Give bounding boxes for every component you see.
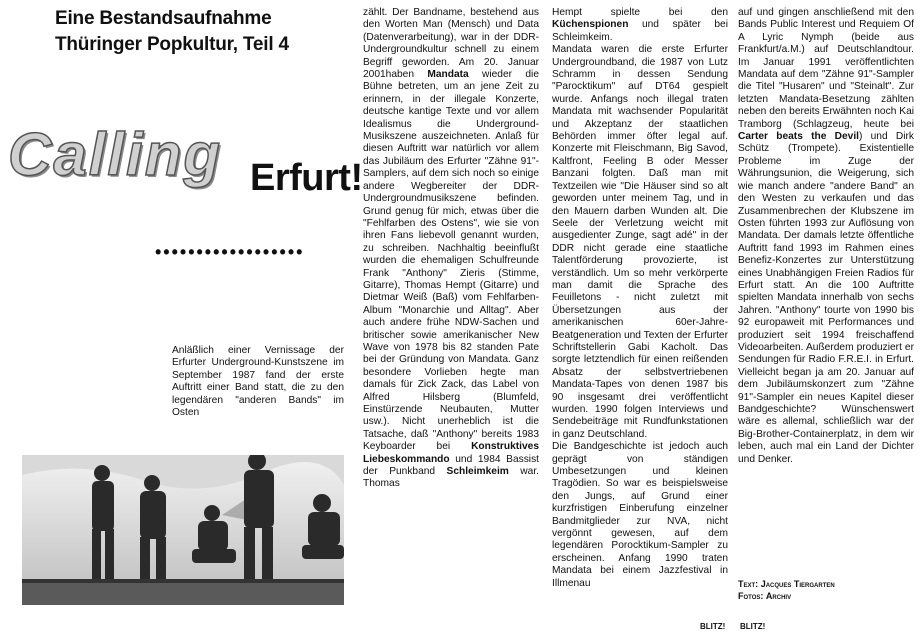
band-name-carter: Carter beats the Devil bbox=[738, 131, 859, 143]
credit-text-label: Text: bbox=[738, 579, 759, 589]
col2-text-a: zählt. Der Bandname, bestehend aus den Worten Man (Mensch) und Data (Datenverarbeitung), war in der DDR-Undergroundkultur schnell zu einem Begriff geworden. Am 20. Januar 2001haben bbox=[363, 7, 539, 81]
kicker-line-2: Thüringer Popkultur, Teil 4 bbox=[55, 34, 289, 55]
kicker-line-1: Eine Bestandsaufnahme bbox=[55, 8, 272, 29]
credit-photo-label: Fotos: bbox=[738, 591, 764, 601]
headline-calling: Calling bbox=[8, 121, 223, 188]
band-name-kuechenspionen: Küchenspionen bbox=[552, 19, 629, 31]
column-3 bbox=[552, 7, 728, 590]
intro-paragraph bbox=[172, 345, 344, 419]
band-photo-illustration bbox=[22, 455, 344, 605]
col4-text-b: ) und Dirk Schütz (Trompete). Existentielle Probleme im Zuge der Währungsunion, die Weigerung, sich wie manch andere "andere Band" an den Westen zu verkaufen und das Zusammenbrechen der Klubszene im Osten führten 1993 zur Auflösung von Mandata. Der damals letzte öffentliche Auftritt fand 1993 im Rahmen eines Benefiz-Konzertes zur Unterstützung eines Unabhängigen Freien Radios für Erfurt statt. An die 100 Auftritte spielten Mandata innerhalb von sechs Jahren. "Anthony" tourte von 1990 bis 92 europaweit mit Performances und produziert seit 1994 freischaffend Videoarbeiten. Außerdem produziert er Sendungen für Radio F.R.E.I. in Erfurt. Vielleicht began ja am 20. Januar auf dem Jubiläumskonzert zum "Zähne 91"-Sampler ein neues Kapitel dieser Bandgeschichte? Wünschenswert wäre es allemal, schließlich war der Big-Brother-Containerplatz, in dem wir leben, auch mal ein Land der Dichter und Denker. bbox=[738, 131, 914, 465]
footer-blitz-right: BLITZ! bbox=[740, 622, 766, 631]
col3-text-a: Hempt spielte bei den bbox=[552, 7, 728, 18]
column-3-paragraph-1 bbox=[552, 7, 728, 44]
band-name-schleimkeim: Schleimkeim bbox=[446, 466, 509, 478]
column-2 bbox=[363, 7, 539, 491]
col2-text-c: und 1984 Bassist der Punkband bbox=[363, 453, 539, 478]
column-3-paragraph-3: Die Bandgeschichte ist jedoch auch geprägt von ständigen Umbesetzungen und kleinen Tragödien. So war es beispielsweise den Jungs, auf Grund einer kurzfristigen Einberufung einzelner Bandmitglieder zur NVA, nicht vergönnt gewesen, auf dem legendären Porocktikum-Sampler zu erscheinen. Anfang 1990 traten Mandata bei einem Jazzfestival in Illmenau bbox=[552, 441, 728, 589]
band-name-konstruktives: Konstruktives Liebeskommando bbox=[363, 441, 539, 465]
footer-blitz-left: BLITZ! bbox=[700, 622, 726, 631]
col2-text-d: war. Thomas bbox=[363, 466, 539, 490]
headline-erfurt: Erfurt! bbox=[250, 157, 363, 199]
col3-text-b: und später bei Schleimkeim. bbox=[552, 19, 728, 43]
col4-text-a: auf und gingen anschließend mit den Bands Public Interest und Requiem Of A Lyric Nymph (beide aus Frankfurt/a.M.) auf Deutschlandtour. Im Januar 1991 veröffentlichten Mandata auf dem "Zähne 91"-Sampler die Titel "Husaren" und "Steinalt". Zur letzten Mandata-Besetzung zählten neben den bereits Erwähnten noch Kai Tramborg (Schlagzeug, heute bei bbox=[738, 7, 914, 130]
column-4-paragraph bbox=[738, 7, 914, 466]
article-credits bbox=[738, 578, 835, 602]
band-name-mandata: Mandata bbox=[427, 69, 469, 81]
column-4 bbox=[738, 7, 914, 466]
credit-text-name: Jacques Tiergarten bbox=[760, 579, 835, 589]
credit-photo-name: Archiv bbox=[765, 591, 792, 601]
dotted-divider: •••••••••••••••••• bbox=[155, 242, 305, 262]
article-kicker bbox=[55, 6, 289, 58]
band-photo bbox=[22, 455, 344, 605]
intro-text: Anläßlich einer Vernissage der Erfurter Underground-Kunstszene im September 1987 fand der erste Auftritt einer Band statt, die zu den legendären "anderen Bands" im Osten bbox=[172, 345, 344, 419]
col2-text-b: wieder die Bühne betreten, um an jene Zeit zu erinnern, in der illegale Konzerte, deutsche kantige Texte und vor allem Idealismus die Underground-Musikszene auszeichneten. Anlaß für diesen Auftritt war natürlich vor allem das Jubiläum des Erfurter "Zähne 91"-Samplers, auf dem sich noch so einige andere Wegbereiter der DDR-Undergroundmusikszene befinden. Grund genug für mich, etwas über die "Fehlfarben des Ostens", wie sie von ihren Fans liebevoll genannt wurden, zu schreiben. Nachhaltig beeinflußt wurden die ehemaligen Schulfreunde Frank "Anthony" Zieris (Stimme, Gitarre), Thomas Hempt (Gitarre) und Dietmar Weiß (Baß) vom Fehlfarben-Album "Monarchie und Alltag". Aber auch andere frühe NDW-Sachen und britischer sowie amerikanischer New Wave von 1978 bis 82 standen Pate bei der Gründung von Mandata. Ganz besondere Vorlieben hegte man damals für Zick Zack, das Label von Alfred Hilsberg (Blumfeld, Einstürzende Neubauten, Mutter usw.). Nicht unerheblich ist die Tatsache, daß "Anthony" bereits 1983 Keyboarder bei bbox=[363, 69, 539, 453]
credit-photo bbox=[738, 590, 835, 602]
column-3-paragraph-2: Mandata waren die erste Erfurter Undergroundband, die 1987 von Lutz Schramm in dessen Sendung "Parocktikum" auf DT64 gespielt wurde. Anfangs noch illegal traten Mandata mit wachsender Popularität und Akzeptanz der staatlichen Behörden immer öfter legal auf. Konzerte mit Fleischmann, Big Savod, Kaltfront, Feeling B oder Messer Banzani folgten. Daß man mit Textzeilen wie "Die Häuser sind so alt geworden unter meinem Tag, und in den Mauern darben Wunden alt. Die Seele der Verletzung weicht mit ausgedienter Zunge, sagt adé" in der DDR nicht gerade eine staatliche Talentförderung provozierte, ist verständlich. Um so mehr verkörperte man damit die Sprache des Feuilletons - nicht zuletzt mit Übersetzungen aus der amerikanischen 60er-Jahre-Beatgeneration und Texten der Erfurter Schriftstellerin Gabi Kacholt. Das sorgte letztendlich für einen reißenden Absatz der selbstvertriebenen Mandata-Tapes von denen 1987 bis 90 insgesamt drei veröffentlicht wurden. 1990 folgen Interviews und Sendebeiträge mit Rundfunkstationen in ganz Deutschland. bbox=[552, 44, 728, 440]
credit-text bbox=[738, 578, 835, 590]
column-2-paragraph bbox=[363, 7, 539, 491]
